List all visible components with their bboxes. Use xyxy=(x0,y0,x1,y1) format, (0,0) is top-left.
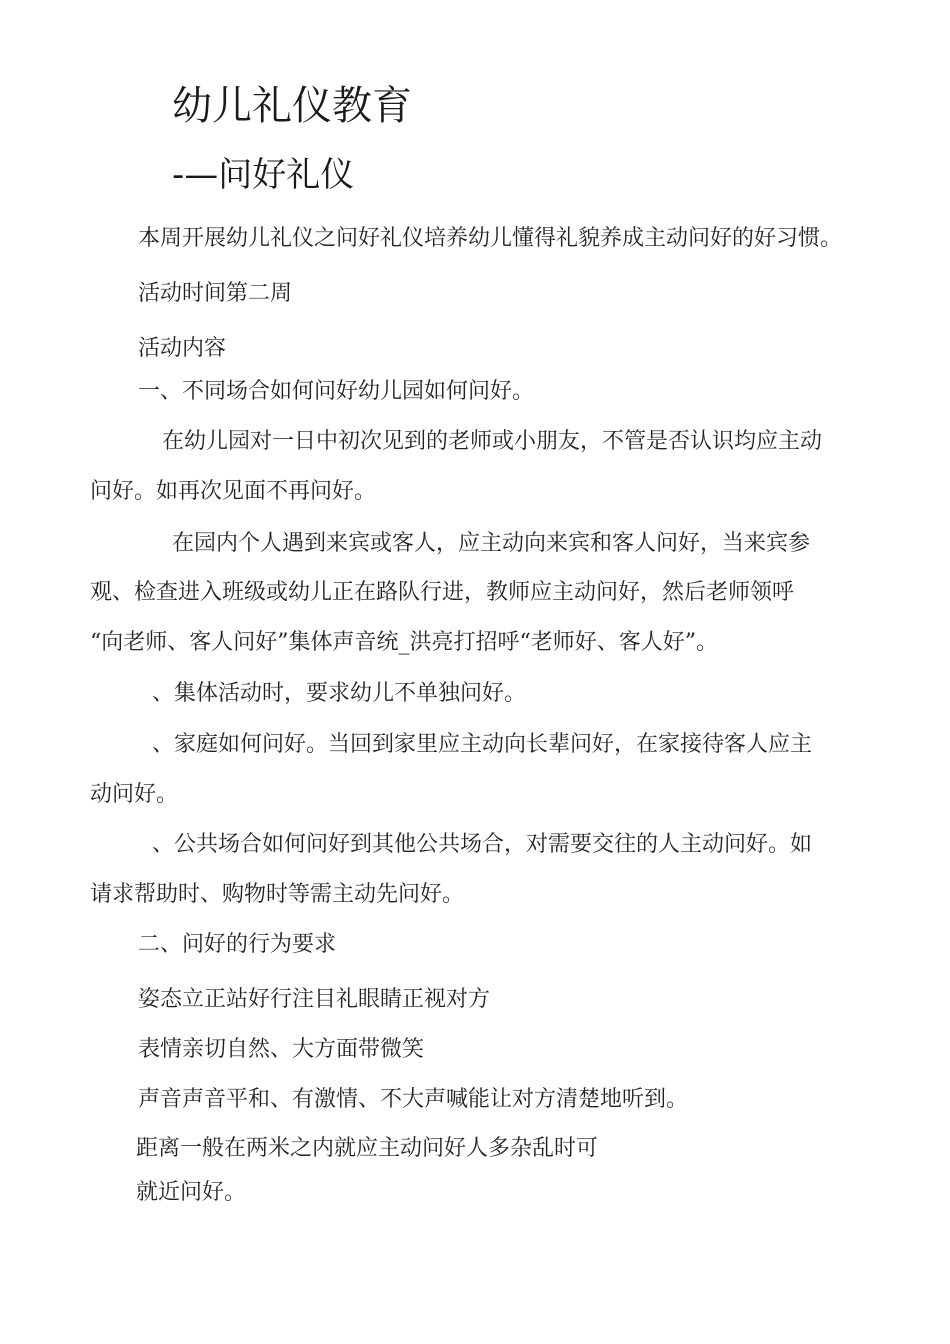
document-title: 幼儿礼仪教育 xyxy=(172,83,412,129)
public-item-line2: 请求帮助时、购物时等需主动先问好。 xyxy=(90,882,465,907)
family-item-line1: 、家庭如何问好。当回到家里应主动向长辈问好，在家接待客人应主 xyxy=(152,732,813,757)
public-item-line1: 、公共场合如何问好到其他公共场合，对需要交往的人主动问好。如 xyxy=(152,832,813,857)
requirement-posture: 姿态立正站好行注目礼眼睛正视对方 xyxy=(138,987,491,1012)
family-item-line2: 动问好。 xyxy=(90,782,179,807)
requirement-expression: 表情亲切自然、大方面带微笑 xyxy=(138,1037,425,1062)
requirement-voice: 声音声音平和、有激情、不大声喊能让对方清楚地听到。 xyxy=(138,1087,689,1112)
guest-paragraph-line2: 观、检查进入班级或幼儿正在路队行进，教师应主动问好，然后老师领呼 xyxy=(90,580,795,605)
requirement-distance-line1: 距离一般在两米之内就应主动问好人多杂乱时可 xyxy=(136,1136,599,1161)
collective-activity-item: 、集体活动时，要求幼儿不单独问好。 xyxy=(152,681,527,706)
guest-paragraph-line3: “向老师、客人问好”集体声音统_洪亮打招呼“老师好、客人好”。 xyxy=(90,630,718,655)
section2-heading: 二、问好的行为要求 xyxy=(138,932,337,957)
section1-heading: 一、不同场合如何问好幼儿园如何问好。 xyxy=(138,379,535,404)
document-subtitle: -—问好礼仪 xyxy=(172,155,355,195)
requirement-distance-line2: 就近问好。 xyxy=(136,1180,247,1205)
intro-paragraph: 本周开展幼儿礼仪之问好礼仪培养幼儿懂得礼貌养成主动问好的好习惯。 xyxy=(138,226,843,251)
kindergarten-paragraph-line1: 在幼儿园对一日中初次见到的老师或小朋友，不管是否认识均应主动 xyxy=(162,429,823,454)
activity-time: 活动时间第二周 xyxy=(138,281,293,306)
kindergarten-paragraph-line2: 问好。如再次见面不再问好。 xyxy=(90,479,377,504)
guest-paragraph-line1: 在园内个人遇到来宾或客人，应主动向来宾和客人问好，当来宾参 xyxy=(172,531,811,556)
activity-content-heading: 活动内容 xyxy=(138,336,227,361)
